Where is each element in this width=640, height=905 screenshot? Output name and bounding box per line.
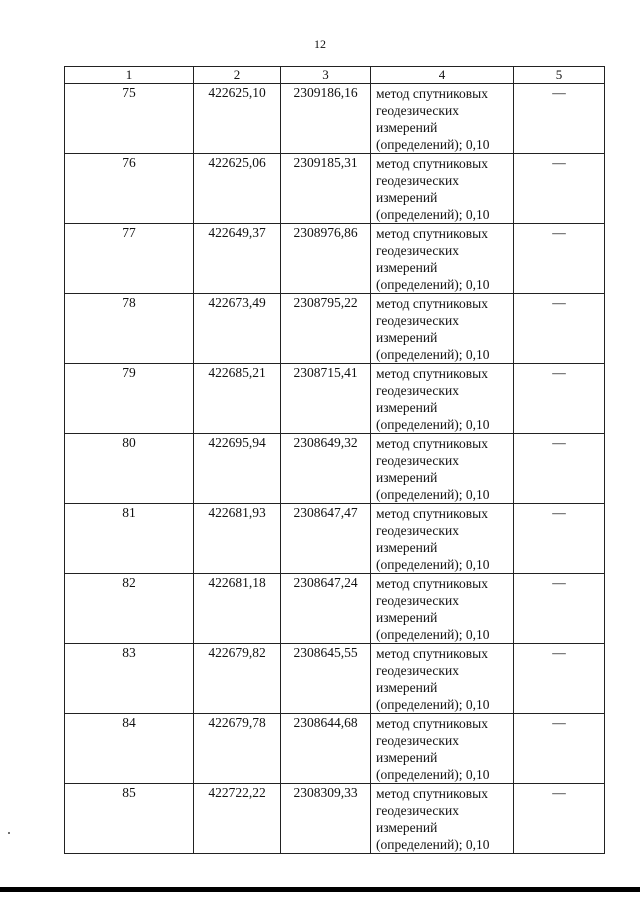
method-line: (определений); 0,10 — [376, 417, 490, 432]
coordinate-y: 2308647,47 — [281, 504, 371, 574]
method-line: (определений); 0,10 — [376, 837, 490, 852]
bottom-rule — [0, 887, 640, 892]
method-line: геодезических — [376, 803, 459, 818]
table-row — [65, 84, 605, 154]
method-line: (определений); 0,10 — [376, 207, 490, 222]
method-line: (определений); 0,10 — [376, 627, 490, 642]
table-row — [65, 224, 605, 294]
coordinate-y: 2308309,33 — [281, 784, 371, 854]
method-line: (определений); 0,10 — [376, 557, 490, 572]
coordinates-table — [64, 66, 605, 854]
method-line: метод спутниковых — [376, 296, 488, 311]
coordinate-x: 422722,22 — [194, 784, 281, 854]
method-line: геодезических — [376, 523, 459, 538]
point-number: 80 — [65, 434, 194, 504]
method-line: геодезических — [376, 383, 459, 398]
description-dash: — — [514, 364, 605, 434]
margin-mark — [8, 832, 10, 834]
coordinate-x: 422681,93 — [194, 504, 281, 574]
coordinate-x: 422673,49 — [194, 294, 281, 364]
method-line: геодезических — [376, 243, 459, 258]
description-dash: — — [514, 504, 605, 574]
method-line: (определений); 0,10 — [376, 487, 490, 502]
coordinate-y: 2308644,68 — [281, 714, 371, 784]
page-number: 12 — [314, 37, 326, 51]
description-dash: — — [514, 84, 605, 154]
description-dash: — — [514, 224, 605, 294]
method-cell — [371, 714, 514, 784]
method-line: метод спутниковых — [376, 366, 488, 381]
point-number: 76 — [65, 154, 194, 224]
table-row — [65, 714, 605, 784]
coordinate-x: 422679,78 — [194, 714, 281, 784]
method-line: метод спутниковых — [376, 436, 488, 451]
header-col-4: 4 — [371, 67, 514, 84]
coordinate-x: 422695,94 — [194, 434, 281, 504]
method-cell — [371, 154, 514, 224]
method-line: (определений); 0,10 — [376, 137, 490, 152]
method-line: измерений — [376, 820, 438, 835]
method-line: метод спутниковых — [376, 716, 488, 731]
method-cell — [371, 294, 514, 364]
method-line: метод спутниковых — [376, 226, 488, 241]
method-cell — [371, 364, 514, 434]
method-line: (определений); 0,10 — [376, 767, 490, 782]
coordinate-x: 422625,10 — [194, 84, 281, 154]
method-cell — [371, 224, 514, 294]
table-row — [65, 294, 605, 364]
coordinate-y: 2308715,41 — [281, 364, 371, 434]
description-dash: — — [514, 644, 605, 714]
method-line: (определений); 0,10 — [376, 347, 490, 362]
point-number: 84 — [65, 714, 194, 784]
method-line: измерений — [376, 680, 438, 695]
table-body — [65, 84, 605, 854]
coordinate-y: 2309186,16 — [281, 84, 371, 154]
method-line: измерений — [376, 400, 438, 415]
header-row — [65, 67, 605, 84]
method-line: геодезических — [376, 103, 459, 118]
coordinate-y: 2308649,32 — [281, 434, 371, 504]
method-line: геодезических — [376, 663, 459, 678]
header-col-3: 3 — [281, 67, 371, 84]
coordinate-y: 2309185,31 — [281, 154, 371, 224]
method-line: метод спутниковых — [376, 86, 488, 101]
method-line: измерений — [376, 540, 438, 555]
method-line: геодезических — [376, 173, 459, 188]
description-dash: — — [514, 574, 605, 644]
table-row — [65, 364, 605, 434]
method-line: измерений — [376, 750, 438, 765]
point-number: 83 — [65, 644, 194, 714]
table-row — [65, 154, 605, 224]
method-line: измерений — [376, 190, 438, 205]
point-number: 75 — [65, 84, 194, 154]
method-line: геодезических — [376, 313, 459, 328]
table-row — [65, 784, 605, 854]
point-number: 78 — [65, 294, 194, 364]
coordinate-y: 2308647,24 — [281, 574, 371, 644]
method-line: измерений — [376, 260, 438, 275]
table-header — [65, 67, 605, 84]
point-number: 85 — [65, 784, 194, 854]
method-cell — [371, 504, 514, 574]
method-cell — [371, 434, 514, 504]
point-number: 82 — [65, 574, 194, 644]
coordinate-y: 2308795,22 — [281, 294, 371, 364]
coordinate-x: 422685,21 — [194, 364, 281, 434]
method-line: метод спутниковых — [376, 576, 488, 591]
description-dash: — — [514, 714, 605, 784]
table-row — [65, 504, 605, 574]
coordinate-x: 422649,37 — [194, 224, 281, 294]
method-cell — [371, 574, 514, 644]
method-line: метод спутниковых — [376, 786, 488, 801]
coordinate-x: 422679,82 — [194, 644, 281, 714]
table-row — [65, 574, 605, 644]
method-line: геодезических — [376, 733, 459, 748]
point-number: 77 — [65, 224, 194, 294]
method-line: измерений — [376, 610, 438, 625]
coordinate-x: 422681,18 — [194, 574, 281, 644]
table-row — [65, 644, 605, 714]
coordinate-y: 2308976,86 — [281, 224, 371, 294]
method-line: метод спутниковых — [376, 646, 488, 661]
method-cell — [371, 84, 514, 154]
description-dash: — — [514, 154, 605, 224]
description-dash: — — [514, 784, 605, 854]
method-line: измерений — [376, 470, 438, 485]
table-row — [65, 434, 605, 504]
point-number: 81 — [65, 504, 194, 574]
header-col-2: 2 — [194, 67, 281, 84]
method-line: геодезических — [376, 453, 459, 468]
method-line: геодезических — [376, 593, 459, 608]
point-number: 79 — [65, 364, 194, 434]
description-dash: — — [514, 294, 605, 364]
coordinate-x: 422625,06 — [194, 154, 281, 224]
description-dash: — — [514, 434, 605, 504]
method-line: метод спутниковых — [376, 156, 488, 171]
header-col-5: 5 — [514, 67, 605, 84]
method-line: измерений — [376, 120, 438, 135]
method-line: (определений); 0,10 — [376, 697, 490, 712]
method-line: метод спутниковых — [376, 506, 488, 521]
method-cell — [371, 644, 514, 714]
method-cell — [371, 784, 514, 854]
method-line: измерений — [376, 330, 438, 345]
method-line: (определений); 0,10 — [376, 277, 490, 292]
coordinate-y: 2308645,55 — [281, 644, 371, 714]
header-col-1: 1 — [65, 67, 194, 84]
